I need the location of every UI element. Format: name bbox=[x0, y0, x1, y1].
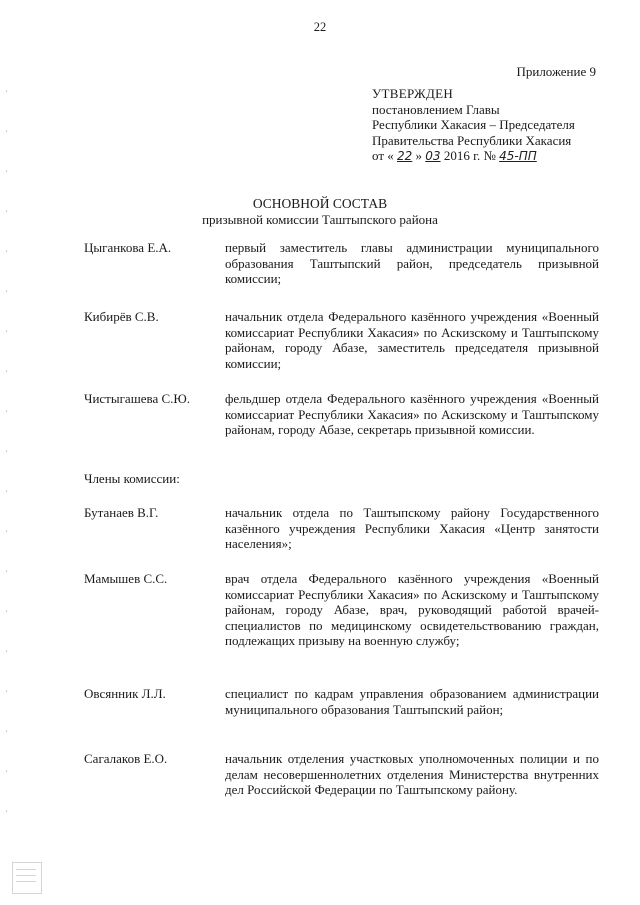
scan-edge-marks bbox=[6, 90, 7, 850]
date-number: 45-ПП bbox=[499, 149, 537, 164]
registration-stamp-icon bbox=[12, 862, 42, 894]
member-name: Кибирёв С.В. bbox=[84, 309, 159, 324]
member-name: Бутанаев В.Г. bbox=[84, 505, 159, 520]
member-position: начальник отделения участковых уполномоченных полиции и по делам несовершеннолетних отделения Министерства внутренних дел Российской Федерации по Таштыпскому району. bbox=[225, 751, 599, 798]
member-position: первый заместитель главы администрации муниципального образования Таштыпский район, председатель призывной комиссии; bbox=[225, 240, 599, 287]
date-month: 03 bbox=[425, 149, 441, 164]
document-title: ОСНОВНОЙ СОСТАВ bbox=[252, 196, 388, 211]
approval-date bbox=[372, 148, 612, 165]
member-name: Сагалаков Е.О. bbox=[84, 751, 168, 766]
members-label: Члены комиссии: bbox=[84, 471, 180, 486]
member-position: специалист по кадрам управления образованием администрации муниципального образования Таштыпский район; bbox=[225, 686, 599, 717]
approval-line-2: Республики Хакасия – Председателя bbox=[372, 117, 575, 133]
appendix-label: Приложение 9 bbox=[516, 64, 596, 79]
member-name: Мамышев С.С. bbox=[84, 571, 168, 586]
member-name: Цыганкова Е.А. bbox=[84, 240, 172, 255]
member-position: врач отдела Федерального казённого учреждения «Военный комиссариат Республики Хакасия» по Аскизскому и Таштыпскому районам, городу Абазе, врач, руководящий работой врачей-специалистов по медицинскому освидетельствованию граждан, подлежащих призыву на военную службу; bbox=[225, 571, 599, 649]
member-position: фельдшер отдела Федерального казённого учреждения «Военный комиссариат Республики Хакасия» по Аскизскому и Таштыпскому районам, городу Абазе, секретарь призывной комиссии. bbox=[225, 391, 599, 438]
date-year: 2016 г. № bbox=[443, 148, 496, 164]
approval-heading: УТВЕРЖДЕН bbox=[372, 86, 454, 101]
member-position: начальник отдела по Таштыпскому району Государственного казённого учреждения Республики Хакасия «Центр занятости населения»; bbox=[225, 505, 599, 552]
approval-line-3: Правительства Республики Хакасия bbox=[372, 132, 572, 148]
page-number: 22 bbox=[313, 20, 327, 34]
date-mid: » bbox=[415, 148, 423, 164]
approval-block bbox=[372, 86, 612, 165]
member-name: Чистыгашева С.Ю. bbox=[84, 391, 190, 406]
approval-line-1: постановлением Главы bbox=[372, 101, 500, 117]
date-day: 22 bbox=[397, 149, 413, 164]
member-position: начальник отдела Федерального казённого учреждения «Военный комиссариат Республики Хакасия» по Аскизскому и Таштыпскому районам, городу Абазе, заместитель председателя призывной комиссии; bbox=[225, 309, 599, 371]
member-name: Овсянник Л.Л. bbox=[84, 686, 166, 701]
date-prefix: от « bbox=[372, 148, 394, 164]
document-subtitle: призывной комиссии Таштыпского района bbox=[202, 212, 438, 227]
